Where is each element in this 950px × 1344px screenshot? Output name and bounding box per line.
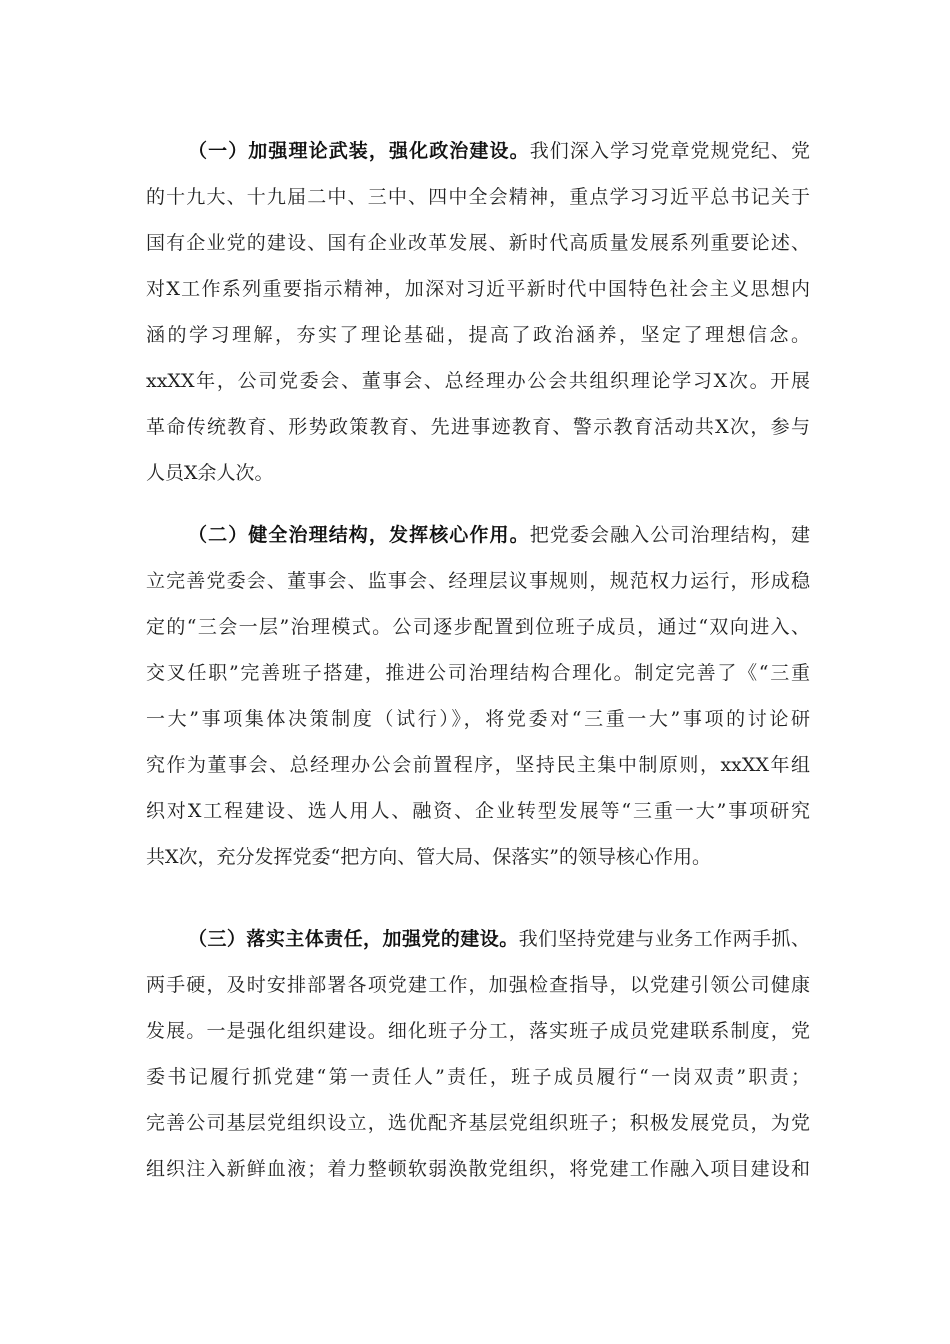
section-1-line-1	[188, 136, 810, 166]
paragraph-line: 一大”事项集体决策制度（试行）》，将党委对“三重一大”事项的讨论研	[146, 708, 810, 730]
paragraph-line: xxXX年，公司党委会、董事会、总经理办公会共组织理论学习X次。开展	[146, 370, 810, 392]
paragraph-line: 对X工作系列重要指示精神，加深对习近平新时代中国特色社会主义思想内	[146, 278, 810, 300]
paragraph-line: 发展。一是强化组织建设。细化班子分工，落实班子成员党建联系制度，党	[146, 1020, 810, 1042]
section-2-text: 把党委会融入公司治理结构，建	[529, 524, 810, 546]
paragraph-line: 组织注入新鲜血液；着力整顿软弱涣散党组织，将党建工作融入项目建设和	[146, 1158, 810, 1180]
paragraph-line: 人员X余人次。	[146, 462, 274, 484]
paragraph-line: 立完善党委会、董事会、监事会、经理层议事规则，规范权力运行，形成稳	[146, 570, 810, 592]
paragraph-line: 革命传统教育、形势政策教育、先进事迹教育、警示教育活动共X次，参与	[146, 416, 810, 438]
paragraph-line: 的十九大、十九届二中、三中、四中全会精神，重点学习习近平总书记关于	[146, 186, 810, 208]
paragraph-line: 国有企业党的建设、国有企业改革发展、新时代高质量发展系列重要论述、	[146, 232, 810, 254]
section-2-line-1	[188, 520, 810, 550]
section-3-text: 我们坚持党建与业务工作两手抓、	[518, 928, 810, 950]
section-1-heading: （一）加强理论武装，强化政治建设。	[188, 140, 530, 162]
section-1-text: 我们深入学习党章党规党纪、党	[529, 140, 810, 162]
section-3-line-1	[188, 924, 810, 954]
paragraph-line: 涵的学习理解，夯实了理论基础，提高了政治涵养，坚定了理想信念。	[146, 324, 810, 346]
paragraph-line: 交叉任职”完善班子搭建，推进公司治理结构合理化。制定完善了《“三重	[146, 662, 810, 684]
paragraph-line: 共X次，充分发挥党委“把方向、管大局、保落实”的领导核心作用。	[146, 846, 711, 868]
paragraph-line: 完善公司基层党组织设立，选优配齐基层党组织班子；积极发展党员，为党	[146, 1112, 810, 1134]
paragraph-line: 委书记履行抓党建“第一责任人”责任，班子成员履行“一岗双责”职责；	[146, 1066, 810, 1088]
paragraph-line: 两手硬，及时安排部署各项党建工作，加强检查指导，以党建引领公司健康	[146, 974, 810, 996]
section-2-heading: （二）健全治理结构，发挥核心作用。	[188, 524, 530, 546]
paragraph-line: 究作为董事会、总经理办公会前置程序，坚持民主集中制原则，xxXX年组	[146, 754, 810, 776]
paragraph-line: 定的“三会一层”治理模式。公司逐步配置到位班子成员，通过“双向进入、	[146, 616, 810, 638]
paragraph-line: 织对X工程建设、选人用人、融资、企业转型发展等“三重一大”事项研究	[146, 800, 810, 822]
section-3-heading: （三）落实主体责任，加强党的建设。	[188, 928, 519, 950]
